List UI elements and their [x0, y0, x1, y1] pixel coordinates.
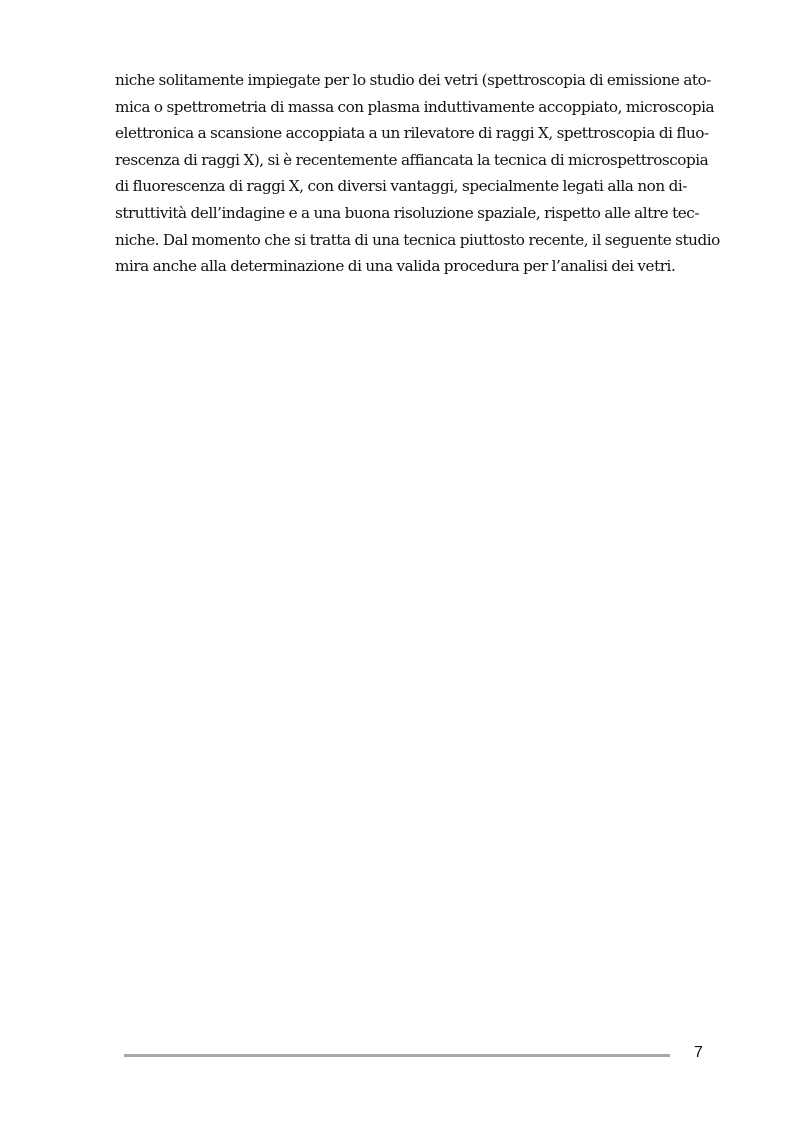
paragraph-line: elettronica a scansione accoppiata a un rilevatore di raggi X, spettroscopia di fluo-: [115, 124, 709, 143]
footer-divider: [124, 1054, 670, 1057]
paragraph-line: di fluorescenza di raggi X, con diversi vantaggi, specialmente legati alla non di-: [115, 177, 687, 196]
paragraph-line: niche. Dal momento che si tratta di una tecnica piuttosto recente, il seguente studio: [115, 230, 720, 249]
paragraph-line: niche solitamente impiegate per lo studio dei vetri (spettroscopia di emissione ato-: [115, 71, 711, 89]
paragraph-line: mica o spettrometria di massa con plasma induttivamente accoppiato, microscopia: [115, 97, 715, 116]
paragraph-line: struttività dell’indagine e a una buona risoluzione spaziale, rispetto alle altre tec-: [115, 203, 700, 222]
body-paragraph: [115, 67, 720, 280]
paragraph-line: rescenza di raggi X), si è recentemente affiancata la tecnica di microspettroscopia: [115, 150, 709, 169]
page-number: 7: [694, 1044, 703, 1061]
paragraph-line: mira anche alla determinazione di una valida procedura per l’analisi dei vetri.: [115, 257, 676, 276]
